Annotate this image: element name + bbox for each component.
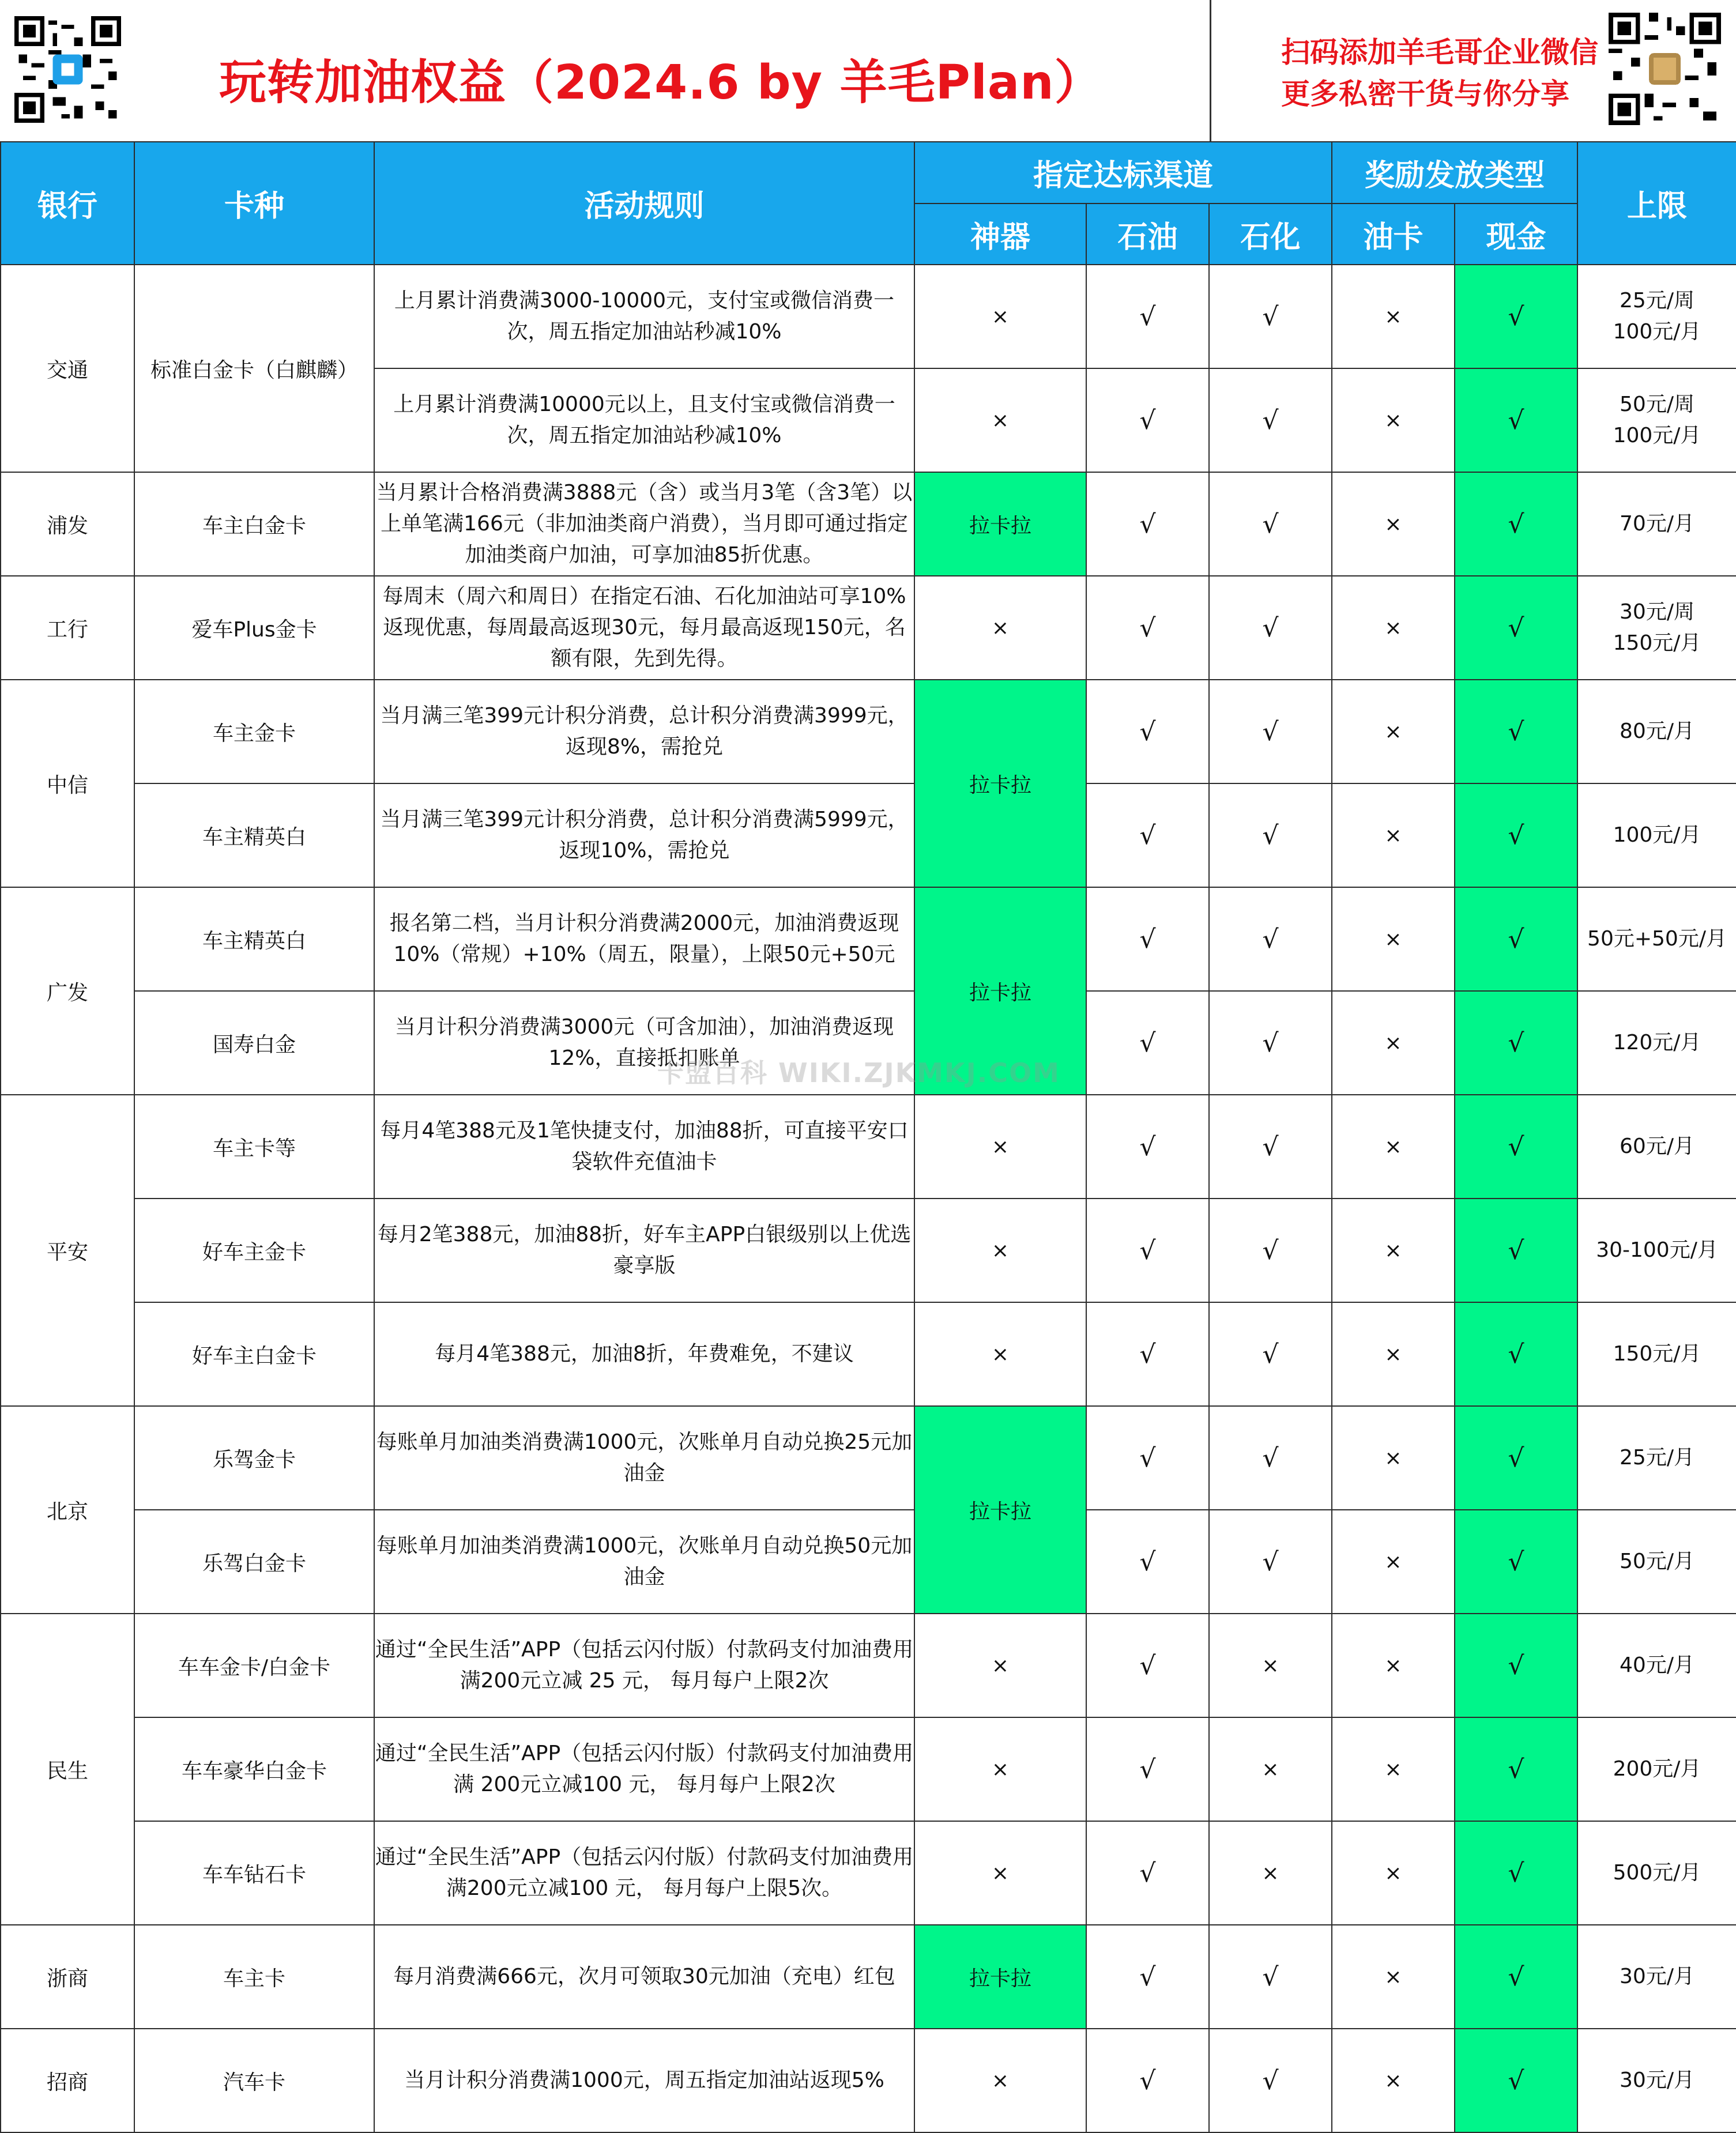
rule-cell: 上月累计消费满10000元以上，且支付宝或微信消费一次，周五指定加油站秒减10% [374, 368, 914, 472]
rule-cell: 当月满三笔399元计积分消费，总计积分消费满5999元，返现10%，需抢兑 [374, 783, 914, 887]
bank-cell: 民生 [1, 1614, 134, 1925]
youka-cell: × [1332, 1406, 1455, 1510]
table-row [1, 1821, 1736, 1925]
shihua-cell: √ [1209, 680, 1332, 783]
limit-cell: 50元/月 [1577, 1510, 1736, 1614]
shiyou-cell: √ [1086, 1925, 1209, 2029]
shihua-cell: × [1209, 1821, 1332, 1925]
rule-cell: 当月累计合格消费满3888元（含）或当月3笔（含3笔）以上单笔满166元（非加油类商户消费），当月即可通过指定加油类商户加油，可享加油85折优惠。 [374, 472, 914, 576]
shenqi-cell: × [914, 2029, 1086, 2132]
xianjin-cell: √ [1455, 368, 1577, 472]
shenqi-cell: 拉卡拉 [914, 680, 1086, 887]
limit-cell: 150元/月 [1577, 1302, 1736, 1406]
xianjin-cell: √ [1455, 1717, 1577, 1821]
shihua-cell: √ [1209, 1406, 1332, 1510]
youka-cell: × [1332, 1302, 1455, 1406]
shihua-cell: √ [1209, 991, 1332, 1095]
shiyou-cell: √ [1086, 472, 1209, 576]
rule-cell: 每账单月加油类消费满1000元，次账单月自动兑换25元加油金 [374, 1406, 914, 1510]
shenqi-cell: × [914, 576, 1086, 680]
rule-cell: 每周末（周六和周日）在指定石油、石化加油站可享10%返现优惠，每周最高返现30元，每月最高返现150元，名额有限，先到先得。 [374, 576, 914, 680]
table-row [1, 1302, 1736, 1406]
rule-cell: 上月累计消费满3000-10000元，支付宝或微信消费一次，周五指定加油站秒减10% [374, 265, 914, 368]
card-cell: 爱车Plus金卡 [134, 576, 374, 680]
youka-cell: × [1332, 680, 1455, 783]
card-cell: 车车豪华白金卡 [134, 1717, 374, 1821]
shiyou-cell: √ [1086, 368, 1209, 472]
col-header-rule: 活动规则 [374, 142, 914, 265]
xianjin-cell: √ [1455, 1406, 1577, 1510]
qr-code-right [1609, 13, 1721, 125]
card-cell: 车主金卡 [134, 680, 374, 783]
limit-cell: 30元/月 [1577, 2029, 1736, 2132]
card-cell: 好车主金卡 [134, 1199, 374, 1302]
shihua-cell: √ [1209, 887, 1332, 991]
limit-cell [1577, 368, 1736, 472]
table-row [1, 1199, 1736, 1302]
header-row-1 [1, 142, 1736, 203]
youka-cell: × [1332, 1510, 1455, 1614]
col-header-youka: 油卡 [1332, 203, 1455, 265]
youka-cell: × [1332, 1717, 1455, 1821]
limit-cell: 100元/月 [1577, 783, 1736, 887]
xianjin-cell: √ [1455, 1614, 1577, 1717]
limit-line: 100元/月 [1613, 424, 1701, 447]
xianjin-cell: √ [1455, 680, 1577, 783]
table-row [1, 1510, 1736, 1614]
card-cell: 乐驾白金卡 [134, 1510, 374, 1614]
table-row [1, 1717, 1736, 1821]
limit-cell: 40元/月 [1577, 1614, 1736, 1717]
col-header-shiyou: 石油 [1086, 203, 1209, 265]
xianjin-cell: √ [1455, 472, 1577, 576]
limit-line: 25元/周 [1620, 289, 1694, 312]
watermark-text: 卡盟百科 WIKI.ZJKMKJ.COM [657, 1057, 1060, 1088]
table-row [1, 2029, 1736, 2132]
page-title: 玩转加油权益（2024.6 by 羊毛Plan） [219, 55, 1102, 110]
col-header-xianjin: 现金 [1455, 203, 1577, 265]
bank-cell: 北京 [1, 1406, 134, 1614]
shihua-cell: √ [1209, 1302, 1332, 1406]
youka-cell: × [1332, 1614, 1455, 1717]
bank-cell: 平安 [1, 1095, 134, 1406]
promo-line-1: 扫码添加羊毛哥企业微信 [1281, 36, 1598, 69]
shenqi-cell: × [914, 1095, 1086, 1199]
card-cell: 车主白金卡 [134, 472, 374, 576]
xianjin-cell: √ [1455, 1510, 1577, 1614]
card-cell: 车车金卡/白金卡 [134, 1614, 374, 1717]
xianjin-cell: √ [1455, 265, 1577, 368]
limit-cell: 120元/月 [1577, 991, 1736, 1095]
col-header-shihua: 石化 [1209, 203, 1332, 265]
limit-line: 150元/月 [1613, 631, 1701, 655]
limit-cell: 30元/月 [1577, 1925, 1736, 2029]
card-cell: 车车钻石卡 [134, 1821, 374, 1925]
youka-cell: × [1332, 1199, 1455, 1302]
xianjin-cell: √ [1455, 576, 1577, 680]
card-cell: 标准白金卡（白麒麟） [134, 265, 374, 472]
bank-cell: 招商 [1, 2029, 134, 2132]
shiyou-cell: √ [1086, 1095, 1209, 1199]
xianjin-cell: √ [1455, 1925, 1577, 2029]
shihua-cell: √ [1209, 265, 1332, 368]
table-row [1, 1925, 1736, 2029]
table-row [1, 783, 1736, 887]
table-row [1, 1614, 1736, 1717]
youka-cell: × [1332, 887, 1455, 991]
limit-cell: 25元/月 [1577, 1406, 1736, 1510]
shenqi-cell: × [914, 1717, 1086, 1821]
qr-code-left [14, 16, 121, 123]
youka-cell: × [1332, 368, 1455, 472]
shihua-cell: √ [1209, 368, 1332, 472]
youka-cell: × [1332, 1095, 1455, 1199]
col-header-card: 卡种 [134, 142, 374, 265]
bank-cell: 浦发 [1, 472, 134, 576]
youka-cell: × [1332, 1925, 1455, 2029]
card-cell: 车主卡等 [134, 1095, 374, 1199]
limit-cell: 500元/月 [1577, 1821, 1736, 1925]
table-row [1, 887, 1736, 991]
limit-cell [1577, 576, 1736, 680]
xianjin-cell: √ [1455, 1199, 1577, 1302]
youka-cell: × [1332, 783, 1455, 887]
shiyou-cell: √ [1086, 265, 1209, 368]
xianjin-cell: √ [1455, 1821, 1577, 1925]
shenqi-cell: × [914, 1614, 1086, 1717]
promo-line-2: 更多私密干货与你分享 [1281, 77, 1569, 111]
youka-cell: × [1332, 265, 1455, 368]
shenqi-cell: × [914, 1821, 1086, 1925]
card-cell: 好车主白金卡 [134, 1302, 374, 1406]
rule-cell: 通过“全民生活”APP（包括云闪付版）付款码支付加油费用满 200元立减100 元， 每月每户上限2次 [374, 1717, 914, 1821]
bank-cell: 交通 [1, 265, 134, 472]
shihua-cell: √ [1209, 576, 1332, 680]
card-cell: 车主卡 [134, 1925, 374, 2029]
shihua-cell: × [1209, 1614, 1332, 1717]
shiyou-cell: √ [1086, 887, 1209, 991]
shiyou-cell: √ [1086, 2029, 1209, 2132]
rule-cell: 每月4笔388元及1笔快捷支付，加油88折，可直接平安口袋软件充值油卡 [374, 1095, 914, 1199]
shihua-cell: √ [1209, 1095, 1332, 1199]
shiyou-cell: √ [1086, 1821, 1209, 1925]
bank-cell: 浙商 [1, 1925, 134, 2029]
xianjin-cell: √ [1455, 1095, 1577, 1199]
youka-cell: × [1332, 991, 1455, 1095]
shiyou-cell: √ [1086, 783, 1209, 887]
shenqi-cell: × [914, 1302, 1086, 1406]
shiyou-cell: √ [1086, 1302, 1209, 1406]
shiyou-cell: √ [1086, 1614, 1209, 1717]
shiyou-cell: √ [1086, 1717, 1209, 1821]
shenqi-cell: 拉卡拉 [914, 887, 1086, 1095]
col-group-channel: 指定达标渠道 [914, 142, 1332, 203]
shenqi-cell: 拉卡拉 [914, 1406, 1086, 1614]
promo-text [1281, 32, 1598, 115]
limit-cell: 200元/月 [1577, 1717, 1736, 1821]
table-row [1, 680, 1736, 783]
xianjin-cell: √ [1455, 1302, 1577, 1406]
rule-cell: 每月2笔388元，加油88折，好车主APP白银级别以上优选豪享版 [374, 1199, 914, 1302]
shihua-cell: √ [1209, 783, 1332, 887]
bank-cell: 中信 [1, 680, 134, 887]
table-row [1, 576, 1736, 680]
page-header [0, 0, 1736, 143]
shihua-cell: √ [1209, 1510, 1332, 1614]
limit-cell [1577, 265, 1736, 368]
youka-cell: × [1332, 1821, 1455, 1925]
card-cell: 车主精英白 [134, 783, 374, 887]
shiyou-cell: √ [1086, 991, 1209, 1095]
xianjin-cell: √ [1455, 2029, 1577, 2132]
rule-cell: 当月计积分消费满3000元（可含加油），加油消费返现12%，直接抵扣账单 [374, 991, 914, 1095]
limit-line: 30元/周 [1620, 600, 1694, 624]
xianjin-cell: √ [1455, 887, 1577, 991]
col-header-limit: 上限 [1577, 142, 1736, 265]
shihua-cell: × [1209, 1717, 1332, 1821]
shihua-cell: √ [1209, 2029, 1332, 2132]
table-row [1, 265, 1736, 368]
col-header-shenqi: 神器 [914, 203, 1086, 265]
limit-cell: 80元/月 [1577, 680, 1736, 783]
shihua-cell: √ [1209, 472, 1332, 576]
rule-cell: 通过“全民生活”APP（包括云闪付版）付款码支付加油费用满200元立减 25 元， 每月每户上限2次 [374, 1614, 914, 1717]
shiyou-cell: √ [1086, 1510, 1209, 1614]
shenqi-cell: 拉卡拉 [914, 472, 1086, 576]
rule-cell: 报名第二档，当月计积分消费满2000元，加油消费返现10%（常规）+10%（周五，限量），上限50元+50元 [374, 887, 914, 991]
rule-cell: 通过“全民生活”APP（包括云闪付版）付款码支付加油费用满200元立减100 元， 每月每户上限5次。 [374, 1821, 914, 1925]
limit-line: 100元/月 [1613, 320, 1701, 344]
card-cell: 车主精英白 [134, 887, 374, 991]
shenqi-cell: 拉卡拉 [914, 1925, 1086, 2029]
card-cell: 国寿白金 [134, 991, 374, 1095]
shenqi-cell: × [914, 1199, 1086, 1302]
youka-cell: × [1332, 472, 1455, 576]
xianjin-cell: √ [1455, 991, 1577, 1095]
shenqi-cell: × [914, 368, 1086, 472]
shihua-cell: √ [1209, 1199, 1332, 1302]
rule-cell: 每账单月加油类消费满1000元，次账单月自动兑换50元加油金 [374, 1510, 914, 1614]
bank-cell: 广发 [1, 887, 134, 1095]
rule-cell: 当月满三笔399元计积分消费，总计积分消费满3999元，返现8%，需抢兑 [374, 680, 914, 783]
table-row [1, 1406, 1736, 1510]
limit-cell: 70元/月 [1577, 472, 1736, 576]
shiyou-cell: √ [1086, 1199, 1209, 1302]
col-header-bank: 银行 [1, 142, 134, 265]
header-divider [1210, 0, 1211, 141]
table-row [1, 472, 1736, 576]
shiyou-cell: √ [1086, 1406, 1209, 1510]
fuel-benefits-table [0, 141, 1736, 2133]
rule-cell: 每月消费满666元，次月可领取30元加油（充电）红包 [374, 1925, 914, 2029]
limit-cell: 50元+50元/月 [1577, 887, 1736, 991]
youka-cell: × [1332, 2029, 1455, 2132]
shihua-cell: √ [1209, 1925, 1332, 2029]
limit-line: 50元/周 [1620, 393, 1694, 416]
xianjin-cell: √ [1455, 783, 1577, 887]
limit-cell: 60元/月 [1577, 1095, 1736, 1199]
card-cell: 汽车卡 [134, 2029, 374, 2132]
limit-cell: 30-100元/月 [1577, 1199, 1736, 1302]
shenqi-cell: × [914, 265, 1086, 368]
shiyou-cell: √ [1086, 576, 1209, 680]
shiyou-cell: √ [1086, 680, 1209, 783]
col-group-reward: 奖励发放类型 [1332, 142, 1577, 203]
table-row [1, 1095, 1736, 1199]
youka-cell: × [1332, 576, 1455, 680]
rule-cell: 当月计积分消费满1000元，周五指定加油站返现5% [374, 2029, 914, 2132]
rule-cell: 每月4笔388元，加油8折，年费难免，不建议 [374, 1302, 914, 1406]
bank-cell: 工行 [1, 576, 134, 680]
card-cell: 乐驾金卡 [134, 1406, 374, 1510]
